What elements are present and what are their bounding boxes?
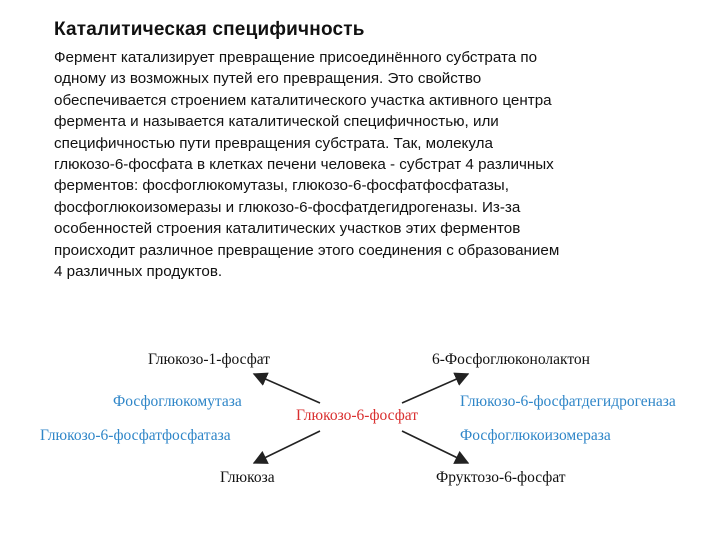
enzyme-glucose-6-phosphate-dehydrogenase: Глюкозо-6-фосфатдегидрогеназа bbox=[460, 393, 676, 410]
paragraph-line: одному из возможных путей его превращения. Это свойство bbox=[54, 70, 482, 88]
product-6-phosphogluconolactone: 6-Фосфоглюконолактон bbox=[432, 351, 590, 368]
paragraph-line: 4 различных продуктов. bbox=[54, 263, 223, 281]
paragraph-line: особенностей строения каталитических участков этих ферментов bbox=[54, 220, 521, 238]
enzyme-phosphoglucoisomerase: Фосфоглюкоизомераза bbox=[460, 427, 611, 444]
enzyme-glucose-6-phosphatase: Глюкозо-6-фосфатфосфатаза bbox=[40, 427, 231, 444]
description-paragraph bbox=[54, 47, 674, 282]
arrow-to-bottom-right bbox=[402, 431, 468, 463]
arrow-to-top-right bbox=[402, 374, 468, 403]
paragraph-line: Фермент катализирует превращение присоединённого субстрата по bbox=[54, 49, 538, 66]
paragraph-line: обеспечивается строением каталитического участка активного центра bbox=[54, 91, 552, 109]
paragraph-line: специфичностью пути превращения субстрата. Так, молекула bbox=[54, 134, 493, 152]
paragraph-line: глюкозо-6-фосфата в клетках печени человека - субстрат 4 различных bbox=[54, 156, 554, 174]
reaction-diagram bbox=[0, 335, 720, 505]
paragraph-line: ферментов: фосфоглюкомутазы, глюкозо-6-фосфатфосфатазы, bbox=[54, 177, 509, 195]
product-glucose-1-phosphate: Глюкозо-1-фосфат bbox=[148, 351, 271, 368]
arrow-to-bottom-left bbox=[254, 431, 320, 463]
product-glucose: Глюкоза bbox=[220, 469, 275, 486]
substrate-glucose-6-phosphate: Глюкозо-6-фосфат bbox=[296, 407, 419, 424]
paragraph-line: фермента и называется каталитической специфичностью, или bbox=[54, 113, 499, 131]
arrow-to-top-left bbox=[254, 374, 320, 403]
paragraph-line: фосфоглюкоизомеразы и глюкозо-6-фосфатдегидрогеназы. Из-за bbox=[54, 198, 521, 216]
slide-title: Каталитическая специфичность bbox=[54, 19, 365, 40]
paragraph-line: происходит различное превращение этого соединения с образованием bbox=[54, 241, 560, 259]
enzyme-phosphoglucomutase: Фосфоглюкомутаза bbox=[113, 393, 242, 410]
product-fructose-6-phosphate: Фруктозо-6-фосфат bbox=[436, 469, 566, 486]
